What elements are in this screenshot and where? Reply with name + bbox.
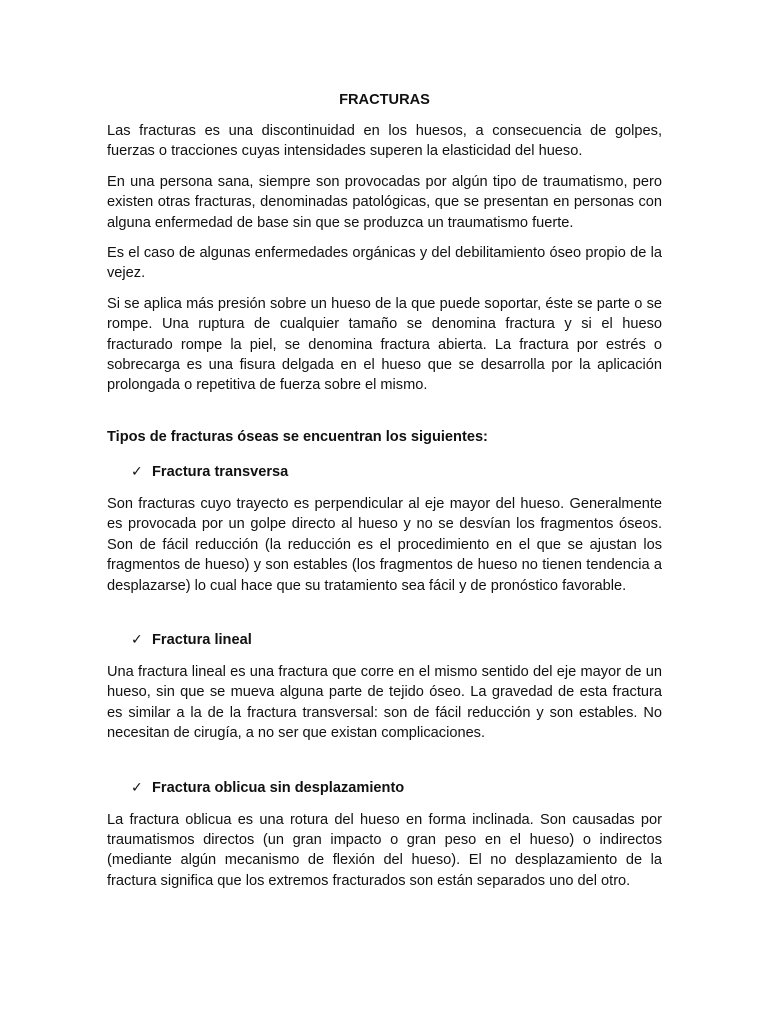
- spacer: [107, 754, 662, 777]
- types-heading: Tipos de fracturas óseas se encuentran los siguientes:: [107, 428, 488, 445]
- intro-paragraph-2: En una persona sana, siempre son provocadas por algún tipo de traumatismo, pero existen otras fracturas, denominadas patológicas, que se presentan en personas con alguna enfermedad de base sin que se produzca un traumatismo fuerte.: [107, 173, 662, 231]
- type-name: Fractura lineal: [152, 631, 252, 648]
- checkmark-icon: ✓: [131, 462, 143, 479]
- type-description-lineal: Una fractura lineal es una fractura que corre en el mismo sentido del eje mayor de un hueso, sin que se mueva alguna parte de tejido óseo. La gravedad de esta fractura es similar a la de la fractura transversal: son de fácil reducción y son estables. No necesitan de cirugía, a no ser que existan complicaciones.: [107, 663, 662, 742]
- intro-paragraph-1: Las fracturas es una discontinuidad en los huesos, a consecuencia de golpes, fuerzas o tracciones cuyas intensidades superen la elasticidad del hueso.: [107, 123, 662, 160]
- document-title: FRACTURAS: [339, 92, 430, 108]
- type-name: Fractura oblicua sin desplazamiento: [152, 779, 405, 796]
- intro-paragraph-4: Si se aplica más presión sobre un hueso de la que puede soportar, éste se parte o se rompe. Una ruptura de cualquier tamaño se denomina fractura y si el hueso fracturado rompe la piel, se denomina fractura abierta. La fractura por estrés o sobrecarga es una fisura delgada en el hueso que se desarrolla por la aplicación prolongada o repetitiva de fuerza sobre el mismo.: [107, 295, 662, 394]
- type-description-oblicua: La fractura oblicua es una rotura del hueso en forma inclinada. Son causadas por traumatismos directos (un gran impacto o gran peso en el hueso) o indirectos (mediante algún mecanismo de flexión del hueso). El no desplazamiento de la fractura significa que los extremos fracturados son están separados uno del otro.: [107, 811, 662, 889]
- document-page: [107, 90, 662, 901]
- type-heading-lineal: [131, 629, 662, 650]
- checkmark-icon: ✓: [131, 778, 143, 795]
- spacer: [107, 606, 662, 629]
- type-heading-transversa: [131, 461, 662, 482]
- type-name: Fractura transversa: [152, 463, 289, 480]
- type-description-transversa: Son fracturas cuyo trayecto es perpendicular al eje mayor del hueso. Generalmente es provocada por un golpe directo al hueso y no se desvían los fragmentos óseos. Son de fácil reducción (la reducción es el procedimiento en el que se ajustan los fragmentos de hueso) y son estables (los fragmentos de hueso no tienen tendencia a desplazarse) lo cual hace que su tratamiento sea fácil y de pronóstico favorable.: [107, 495, 662, 594]
- checkmark-icon: ✓: [131, 630, 143, 647]
- type-heading-oblicua: [131, 777, 662, 798]
- intro-paragraph-3: Es el caso de algunas enfermedades orgánicas y del debilitamiento óseo propio de la vejez.: [107, 245, 662, 282]
